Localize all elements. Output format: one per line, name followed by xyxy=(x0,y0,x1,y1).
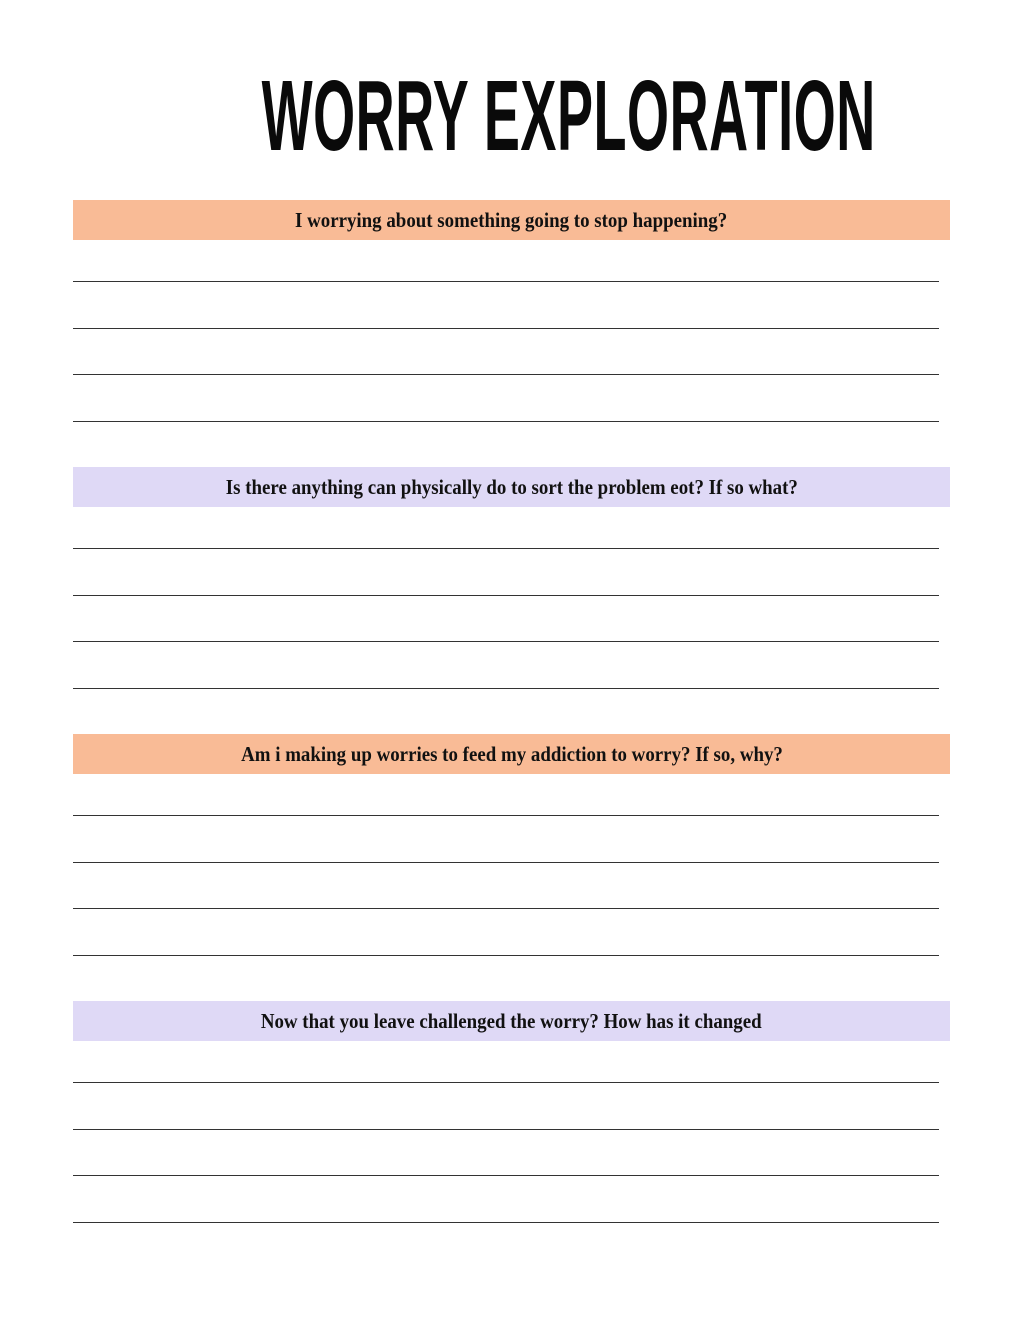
answer-line[interactable] xyxy=(73,1175,939,1176)
question-bar xyxy=(73,1001,950,1041)
answer-line[interactable] xyxy=(73,1222,939,1223)
answer-line[interactable] xyxy=(73,421,939,422)
answer-line[interactable] xyxy=(73,641,939,642)
question-text: Now that you leave challenged the worry? How has it changed xyxy=(261,1008,762,1033)
question-section-4 xyxy=(73,1001,951,1231)
question-text: Is there anything can physically do to sort the problem eot? If so what? xyxy=(225,474,798,499)
answer-line[interactable] xyxy=(73,548,939,549)
answer-line[interactable] xyxy=(73,688,939,689)
answer-line[interactable] xyxy=(73,955,939,956)
answer-line[interactable] xyxy=(73,908,939,909)
question-section-3 xyxy=(73,734,951,964)
answer-line[interactable] xyxy=(73,815,939,816)
answer-line[interactable] xyxy=(73,1129,939,1130)
question-bar xyxy=(73,200,950,240)
answer-line[interactable] xyxy=(73,1082,939,1083)
question-bar xyxy=(73,467,950,507)
question-text: Am i making up worries to feed my addiction to worry? If so, why? xyxy=(240,741,783,766)
page-title: WORRY EXPLORATION xyxy=(261,60,876,172)
answer-line[interactable] xyxy=(73,374,939,375)
question-section-2 xyxy=(73,467,951,697)
answer-line[interactable] xyxy=(73,281,939,282)
question-text: I worrying about something going to stop happening? xyxy=(295,207,728,232)
answer-line[interactable] xyxy=(73,862,939,863)
answer-line[interactable] xyxy=(73,328,939,329)
answer-line[interactable] xyxy=(73,595,939,596)
question-section-1 xyxy=(73,200,951,430)
title-container xyxy=(0,60,1024,172)
question-bar xyxy=(73,734,950,774)
